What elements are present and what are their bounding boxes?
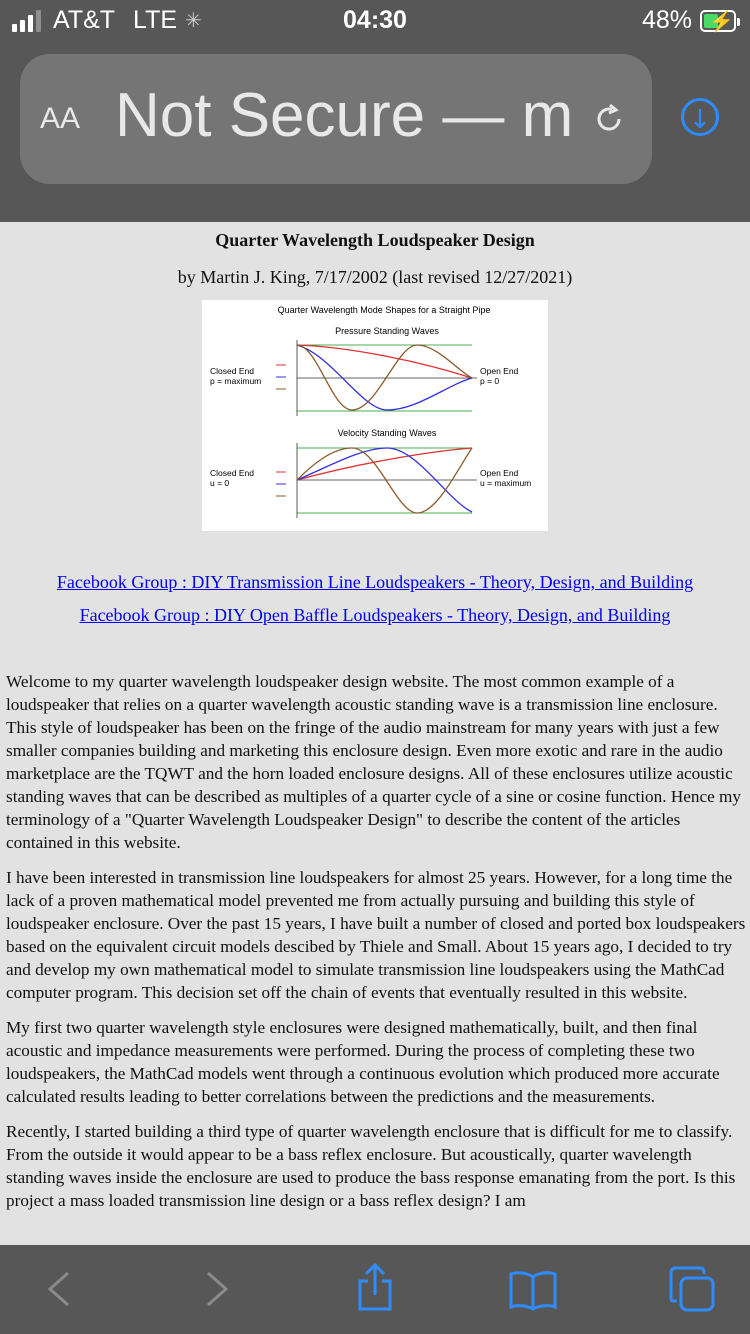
back-icon[interactable] bbox=[44, 1269, 74, 1314]
reload-icon[interactable] bbox=[592, 102, 626, 145]
bookmarks-icon[interactable] bbox=[508, 1269, 558, 1316]
pressure-right-label-2: p = 0 bbox=[480, 376, 500, 386]
pressure-right-label-1: Open End bbox=[480, 366, 519, 376]
paragraph: Welcome to my quarter wavelength loudspeaker design website. The most common example of a loudspeaker that relies on a quarter wavelength acoustic standing wave is a transmission line enclosure. This style of loudspeaker has been on the fringe of the audio mainstream for many years with just a few smaller companies building and marketing this enclosure design. Even more exotic and rare in the audio marketplace are the TQWT and the horn loaded enclosure designs. All of these enclosures utilize acoustic standing waves that can be described as multiples of a quarter cycle of a sine or cosine function. Hence my terminology of a "Quarter Wavelength Loudspeaker Design" to describe the content of the articles contained in this website. bbox=[6, 672, 741, 852]
download-icon[interactable]: ↓ bbox=[681, 98, 719, 136]
facebook-links bbox=[0, 572, 750, 638]
pressure-left-label-1: Closed End bbox=[210, 366, 254, 376]
figure-title: Quarter Wavelength Mode Shapes for a Straight Pipe bbox=[277, 305, 491, 315]
status-right bbox=[642, 6, 736, 35]
pressure-title: Pressure Standing Waves bbox=[335, 326, 439, 336]
battery-percent: 48% bbox=[641, 6, 692, 34]
status-bar bbox=[0, 0, 750, 44]
forward-icon[interactable] bbox=[202, 1269, 232, 1314]
paragraph: Recently, I started building a third type of quarter wavelength enclosure that is difficult for me to classify. From the outside it would appear to be a bass reflex enclosure. But acoustically, quarter wavelength standing waves inside the enclosure are used to produce the bass response emanating from the port. Is this project a mass loaded transmission line design or a bass reflex design? I am bbox=[6, 1122, 736, 1210]
browser-header bbox=[0, 44, 750, 222]
byline: by Martin J. King, 7/17/2002 (last revised 12/27/2021) bbox=[177, 267, 573, 287]
share-icon[interactable] bbox=[355, 1263, 395, 1316]
text-size-button[interactable]: AA bbox=[40, 102, 81, 135]
pressure-legend bbox=[276, 365, 286, 389]
page-title: Quarter Wavelength Loudspeaker Design bbox=[215, 230, 535, 250]
velocity-title: Velocity Standing Waves bbox=[337, 428, 437, 438]
velocity-left-label-2: u = 0 bbox=[210, 478, 230, 488]
battery-icon: ⚡ bbox=[700, 10, 736, 32]
address-bar[interactable] bbox=[20, 54, 652, 184]
url-text[interactable]: Not Secure — m bbox=[115, 81, 574, 150]
status-time: 04:30 bbox=[343, 6, 407, 34]
velocity-right-label-2: u = maximum bbox=[480, 478, 532, 488]
article-body bbox=[6, 670, 746, 1224]
velocity-legend bbox=[276, 472, 286, 496]
tabs-icon[interactable] bbox=[668, 1265, 716, 1318]
mode-shapes-figure bbox=[202, 300, 548, 531]
velocity-right-label-1: Open End bbox=[480, 468, 519, 478]
network-label: LTE bbox=[133, 6, 178, 34]
web-content[interactable] bbox=[0, 222, 750, 1245]
carrier-label: AT&T bbox=[53, 6, 116, 34]
velocity-left-label-1: Closed End bbox=[210, 468, 254, 478]
paragraph: My first two quarter wavelength style enclosures were designed mathematically, built, and then final acoustic and impedance measurements were performed. During the process of completing these two loudspeakers, the MathCad models went through a continuous evolution which produced more accurate calculated results leading to better correlations between the predictions and the measurements. bbox=[6, 1018, 720, 1106]
loading-spinner-icon: ✳ bbox=[185, 10, 202, 32]
pressure-left-label-2: p = maximum bbox=[210, 376, 262, 386]
bottom-toolbar bbox=[0, 1245, 750, 1334]
paragraph: I have been interested in transmission line loudspeakers for almost 25 years. However, for a long time the lack of a proven mathematical model prevented me from actually pursuing and building this style of loudspeaker enclosure. Over the past 15 years, I have built a number of closed and ported box loudspeakers based on the equivalent circuit models descibed by Thiele and Small. About 15 years ago, I decided to try and develop my own mathematical model to simulate transmission line loudspeakers using the MathCad computer program. This decision set off the chain of events that eventually resulted in this website. bbox=[6, 868, 746, 1002]
link-open-baffle-group[interactable]: Facebook Group : DIY Open Baffle Loudspeakers - Theory, Design, and Building bbox=[79, 605, 671, 625]
link-transmission-line-group[interactable]: Facebook Group : DIY Transmission Line Loudspeakers - Theory, Design, and Building bbox=[56, 572, 694, 592]
